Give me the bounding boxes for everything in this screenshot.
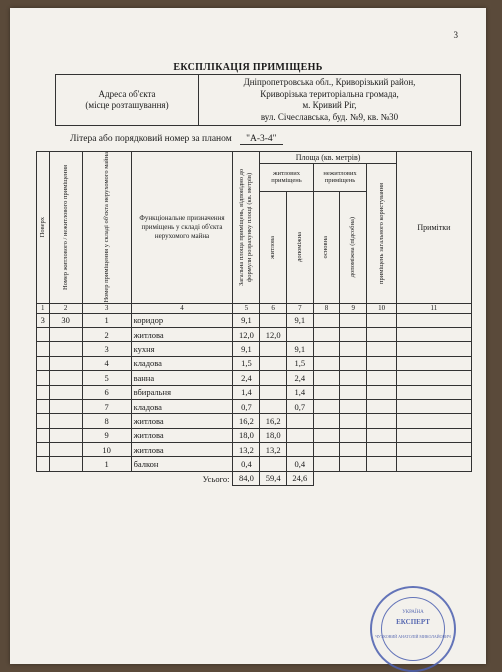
cell-aux-utility (340, 371, 367, 385)
cell-unit: 30 (49, 313, 82, 327)
document-page (10, 8, 486, 664)
cell-floor (37, 414, 50, 428)
cell-common (367, 356, 396, 370)
cell-floor (37, 342, 50, 356)
cell-common (367, 385, 396, 399)
seal-top-text: УКРАЇНА (402, 610, 424, 615)
cell-aux-utility (340, 356, 367, 370)
cell-room-number: 5 (82, 371, 131, 385)
cell-room-number: 9 (82, 428, 131, 442)
header-floor: Поверх (37, 152, 50, 304)
cell-main (313, 428, 340, 442)
header-room-number: Номер приміщення у складі об'єкта нерухомого майна (82, 152, 131, 304)
cell-notes (396, 428, 471, 442)
cell-auxiliary (287, 443, 314, 457)
header-nonresidential: нежитлових приміщень (313, 164, 367, 192)
totals-total: 84,0 (233, 471, 260, 485)
address-line1: Дніпропетровська обл., Криворізький район, (243, 77, 416, 87)
column-number-row: 1 2 3 4 5 6 7 8 9 10 11 (37, 303, 472, 313)
cell-common (367, 457, 396, 471)
cell-function: кладова (131, 399, 233, 413)
cell-auxiliary: 0,7 (287, 399, 314, 413)
cell-function: житлова (131, 428, 233, 442)
cell-main (313, 414, 340, 428)
cell-aux-utility (340, 443, 367, 457)
cell-function: житлова (131, 443, 233, 457)
cell-aux-utility (340, 457, 367, 471)
cell-total-area: 0,4 (233, 457, 260, 471)
cell-auxiliary: 9,1 (287, 313, 314, 327)
cell-aux-utility (340, 313, 367, 327)
cell-unit (49, 457, 82, 471)
header-function: Функціональне призначення приміщень у складі об'єкта нерухомого майна (131, 152, 233, 304)
header-total-area: Загальна площа приміщень, відповідно до формули розрахунку площі (кв. метрів) (233, 152, 260, 304)
cell-function: ванна (131, 371, 233, 385)
cell-room-number: 7 (82, 399, 131, 413)
table-row (37, 327, 472, 341)
address-value (199, 75, 461, 126)
cell-common (367, 327, 396, 341)
cell-aux-utility (340, 327, 367, 341)
cell-room-number: 8 (82, 414, 131, 428)
header-unit-number: Номер житлового / нежитлового приміщення (49, 152, 82, 304)
page-number: 3 (453, 30, 458, 40)
cell-unit (49, 327, 82, 341)
address-label-line2: (місце розташування) (85, 100, 169, 110)
cell-notes (396, 443, 471, 457)
totals-label: Усього: (202, 473, 230, 484)
cell-room-number: 6 (82, 385, 131, 399)
cell-function: вбиральня (131, 385, 233, 399)
cell-floor (37, 428, 50, 442)
table-row (37, 385, 472, 399)
cell-living (260, 371, 287, 385)
cell-notes (396, 356, 471, 370)
cell-auxiliary: 1,4 (287, 385, 314, 399)
cell-auxiliary (287, 414, 314, 428)
table-row (37, 428, 472, 442)
cell-auxiliary: 2,4 (287, 371, 314, 385)
cell-aux-utility (340, 385, 367, 399)
cell-room-number: 1 (82, 457, 131, 471)
cell-aux-utility (340, 414, 367, 428)
cell-auxiliary: 0,4 (287, 457, 314, 471)
cell-living (260, 313, 287, 327)
cell-floor (37, 385, 50, 399)
cell-unit (49, 443, 82, 457)
cell-total-area: 12,0 (233, 327, 260, 341)
address-line3: м. Кривий Ріг, (302, 100, 357, 110)
header-main: основна (313, 191, 340, 303)
cell-notes (396, 342, 471, 356)
cell-total-area: 1,4 (233, 385, 260, 399)
cell-main (313, 327, 340, 341)
table-row (37, 414, 472, 428)
table-row (37, 371, 472, 385)
cell-room-number: 10 (82, 443, 131, 457)
cell-auxiliary: 1,5 (287, 356, 314, 370)
table-row (37, 457, 472, 471)
seal-ring-text: ЧУТКОВИЙ АНАТОЛІЙ МИКОЛАЙОВИЧ (375, 634, 451, 639)
cell-total-area: 1,5 (233, 356, 260, 370)
cell-room-number: 3 (82, 342, 131, 356)
header-auxiliary: допоміжна (287, 191, 314, 303)
cell-common (367, 342, 396, 356)
header-aux-utility: допоміжна (підсобна) (340, 191, 367, 303)
cell-notes (396, 457, 471, 471)
totals-row (37, 471, 472, 485)
cell-living: 12,0 (260, 327, 287, 341)
cell-living: 13,2 (260, 443, 287, 457)
cell-common (367, 399, 396, 413)
cell-main (313, 443, 340, 457)
table-row (37, 313, 472, 327)
cell-function: кухня (131, 342, 233, 356)
seal-center-text: ЕКСПЕРТ (396, 618, 430, 626)
cell-floor (37, 371, 50, 385)
header-residential: житлових приміщень (260, 164, 313, 192)
cell-main (313, 356, 340, 370)
cell-main (313, 371, 340, 385)
totals-living: 59,4 (260, 471, 287, 485)
cell-common (367, 371, 396, 385)
totals-aux: 24,6 (287, 471, 314, 485)
table-row (37, 356, 472, 370)
plan-value: "А-3-4" (240, 134, 282, 145)
cell-floor (37, 457, 50, 471)
cell-living (260, 356, 287, 370)
cell-aux-utility (340, 399, 367, 413)
cell-total-area: 13,2 (233, 443, 260, 457)
cell-main (313, 457, 340, 471)
cell-room-number: 4 (82, 356, 131, 370)
cell-unit (49, 399, 82, 413)
cell-unit (49, 428, 82, 442)
cell-living (260, 342, 287, 356)
cell-total-area: 16,2 (233, 414, 260, 428)
cell-living: 16,2 (260, 414, 287, 428)
address-label-line1: Адреса об'єкта (98, 89, 156, 99)
expert-seal (370, 586, 456, 672)
cell-auxiliary (287, 428, 314, 442)
cell-auxiliary: 9,1 (287, 342, 314, 356)
cell-function: житлова (131, 327, 233, 341)
cell-room-number: 2 (82, 327, 131, 341)
cell-unit (49, 385, 82, 399)
cell-function: кладова (131, 356, 233, 370)
page-title: ЕКСПЛІКАЦІЯ ПРИМІЩЕНЬ (173, 62, 323, 73)
plan-number-row (70, 134, 283, 145)
plan-label: Літера або порядковий номер за планом (70, 134, 232, 144)
cell-unit (49, 356, 82, 370)
cell-unit (49, 414, 82, 428)
cell-total-area: 2,4 (233, 371, 260, 385)
cell-aux-utility (340, 342, 367, 356)
cell-notes (396, 414, 471, 428)
cell-common (367, 414, 396, 428)
cell-floor (37, 356, 50, 370)
cell-notes (396, 371, 471, 385)
cell-total-area: 0,7 (233, 399, 260, 413)
header-common: приміщень загального користування (367, 164, 396, 304)
table-row (37, 443, 472, 457)
cell-living (260, 399, 287, 413)
address-table (55, 74, 461, 126)
cell-function: балкон (131, 457, 233, 471)
cell-floor: 3 (37, 313, 50, 327)
cell-floor (37, 399, 50, 413)
cell-room-number: 1 (82, 313, 131, 327)
address-line4: вул. Січеславська, буд. №9, кв. №30 (260, 111, 399, 122)
cell-unit (49, 371, 82, 385)
cell-total-area: 9,1 (233, 313, 260, 327)
address-label (56, 75, 199, 126)
header-area-group: Площа (кв. метрів) (260, 152, 397, 164)
cell-notes (396, 313, 471, 327)
cell-auxiliary (287, 327, 314, 341)
cell-main (313, 399, 340, 413)
cell-living (260, 385, 287, 399)
cell-function: житлова (131, 414, 233, 428)
cell-main (313, 313, 340, 327)
cell-main (313, 342, 340, 356)
cell-common (367, 313, 396, 327)
cell-common (367, 443, 396, 457)
cell-total-area: 9,1 (233, 342, 260, 356)
cell-aux-utility (340, 428, 367, 442)
header-notes: Примітки (396, 152, 471, 304)
cell-living: 18,0 (260, 428, 287, 442)
cell-notes (396, 399, 471, 413)
cell-function: коридор (131, 313, 233, 327)
cell-unit (49, 342, 82, 356)
cell-notes (396, 385, 471, 399)
cell-main (313, 385, 340, 399)
cell-floor (37, 327, 50, 341)
header-living: житлова (260, 191, 287, 303)
address-line2: Криворізька територіальна громада, (260, 88, 399, 99)
explication-table (36, 151, 472, 486)
table-row (37, 399, 472, 413)
cell-common (367, 428, 396, 442)
table-row (37, 342, 472, 356)
cell-notes (396, 327, 471, 341)
cell-living (260, 457, 287, 471)
cell-floor (37, 443, 50, 457)
cell-total-area: 18,0 (233, 428, 260, 442)
